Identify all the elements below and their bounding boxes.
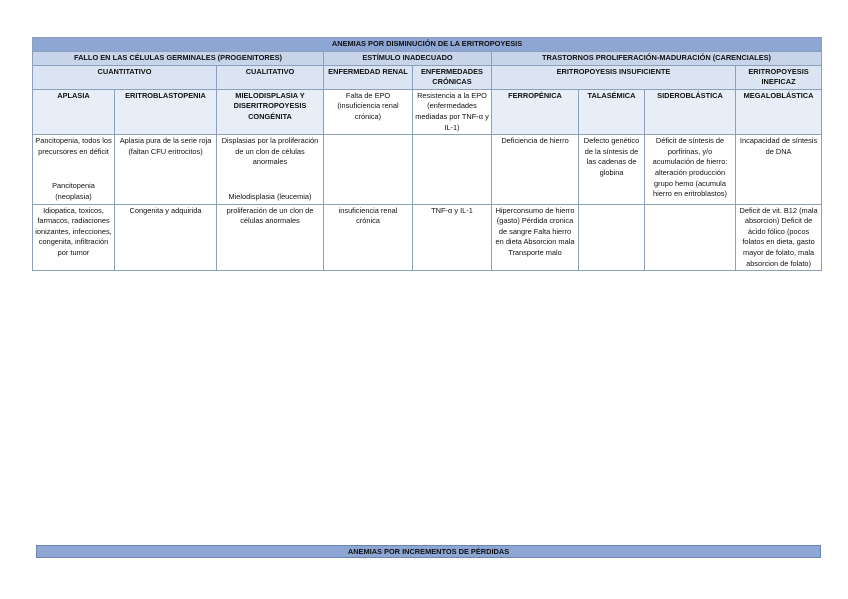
- column-mielodisplasia: MIELODISPLASIA Y DISERITROPOYESIS CONGÉNITA: [217, 89, 324, 134]
- cell-sideroblastica-causas: [645, 204, 736, 271]
- group-estimulo-header: ESTÍMULO INADECUADO: [324, 51, 492, 65]
- cell-talasemica-mecanismo: Defecto genético de la síntesis de las cadenas de globina: [579, 135, 645, 204]
- aplasia-mecanismo-text: Pancitopenia, todos los precursores en déficit: [35, 136, 112, 156]
- subgroup-eritropoyesis-ineficaz: ERITROPOYESIS INEFICAZ: [736, 65, 822, 89]
- cell-resistencia-epo-causas: TNF-α y IL-1: [413, 204, 492, 271]
- subgroup-eritropoyesis-insuficiente: ERITROPOYESIS INSUFICIENTE: [492, 65, 736, 89]
- cell-aplasia-mecanismo: [33, 135, 115, 204]
- cell-sideroblastica-mecanismo: Déficit de síntesis de porfirinas, y/o acumulación de hierro: alteración producción grupo hemo (acumula hierro en eritroblastos): [645, 135, 736, 204]
- group-trastornos-header: TRASTORNOS PROLIFERACIÓN-MADURACIÓN (CARENCIALES): [492, 51, 822, 65]
- aplasia-nota: Pancitopenia (neoplasia): [52, 181, 95, 201]
- cell-eritroblastopenia-mecanismo: Aplasia pura de la serie roja (faltan CFU eritrocitos): [115, 135, 217, 204]
- subgroup-cuantitativo: CUANTITATIVO: [33, 65, 217, 89]
- table-title: ANEMIAS POR DISMINUCIÓN DE LA ERITROPOYESIS: [33, 38, 822, 52]
- cell-falta-epo-causas: insuficiencia renal crónica: [324, 204, 413, 271]
- cell-eritroblastopenia-causas: Congenita y adquirida: [115, 204, 217, 271]
- section-perdidas-header: ANEMIAS POR INCREMENTOS DE PÉRDIDAS: [36, 545, 821, 558]
- column-megaloblastica: MEGALOBLÁSTICA: [736, 89, 822, 134]
- column-eritroblastopenia: ERITROBLASTOPENIA: [115, 89, 217, 134]
- column-sideroblastica: SIDEROBLÁSTICA: [645, 89, 736, 134]
- cell-mielodisplasia-causas: proliferación de un clon de células anormales: [217, 204, 324, 271]
- mielodisplasia-nota: Mielodisplasia (leucemia): [228, 191, 312, 201]
- column-aplasia: APLASIA: [33, 89, 115, 134]
- cell-ferropenica-mecanismo: Deficiencia de hierro: [492, 135, 579, 204]
- column-resistencia-epo: Resistencia a la EPO (enfermedades mediadas por TNF-α y IL-1): [413, 89, 492, 134]
- table-row-mecanismo: [33, 135, 822, 204]
- column-falta-epo: Falta de EPO (insuficiencia renal crónica): [324, 89, 413, 134]
- cell-falta-epo-mecanismo: [324, 135, 413, 204]
- cell-megaloblastica-mecanismo: Incapacidad de síntesis de DNA: [736, 135, 822, 204]
- table-row-causas: [33, 204, 822, 271]
- group-fallo-header: FALLO EN LAS CÉLULAS GERMINALES (PROGENITORES): [33, 51, 324, 65]
- subgroup-enfermedad-renal: ENFERMEDAD RENAL: [324, 65, 413, 89]
- subgroup-enfermedades-cronicas: ENFERMEDADES CRÓNICAS: [413, 65, 492, 89]
- mielodisplasia-mecanismo-text: Displasias por la proliferación de un clon de células anormales: [221, 136, 319, 167]
- anemias-eritropoyesis-table: [32, 37, 822, 271]
- cell-aplasia-causas: Idiopatica, toxicos, farmacos, radiaciones ionizantes, infecciones, congenita, infiltración por tumor: [33, 204, 115, 271]
- cell-ferropenica-causas: Hiperconsumo de hierro (gasto) Pérdida cronica de sangre Falta hierro en dieta Absorcion mala Transporte malo: [492, 204, 579, 271]
- cell-talasemica-causas: [579, 204, 645, 271]
- cell-mielodisplasia-mecanismo: [217, 135, 324, 204]
- column-ferropenica: FERROPÉNICA: [492, 89, 579, 134]
- subgroup-cualitativo: CUALITATIVO: [217, 65, 324, 89]
- cell-resistencia-epo-mecanismo: [413, 135, 492, 204]
- cell-megaloblastica-causas: Deficit de vit. B12 (mala absorcion) Deficit de ácido fólico (pocos folatos en dieta, gasto mayor de folato, mala absorcion de folato): [736, 204, 822, 271]
- column-talasemica: TALASÉMICA: [579, 89, 645, 134]
